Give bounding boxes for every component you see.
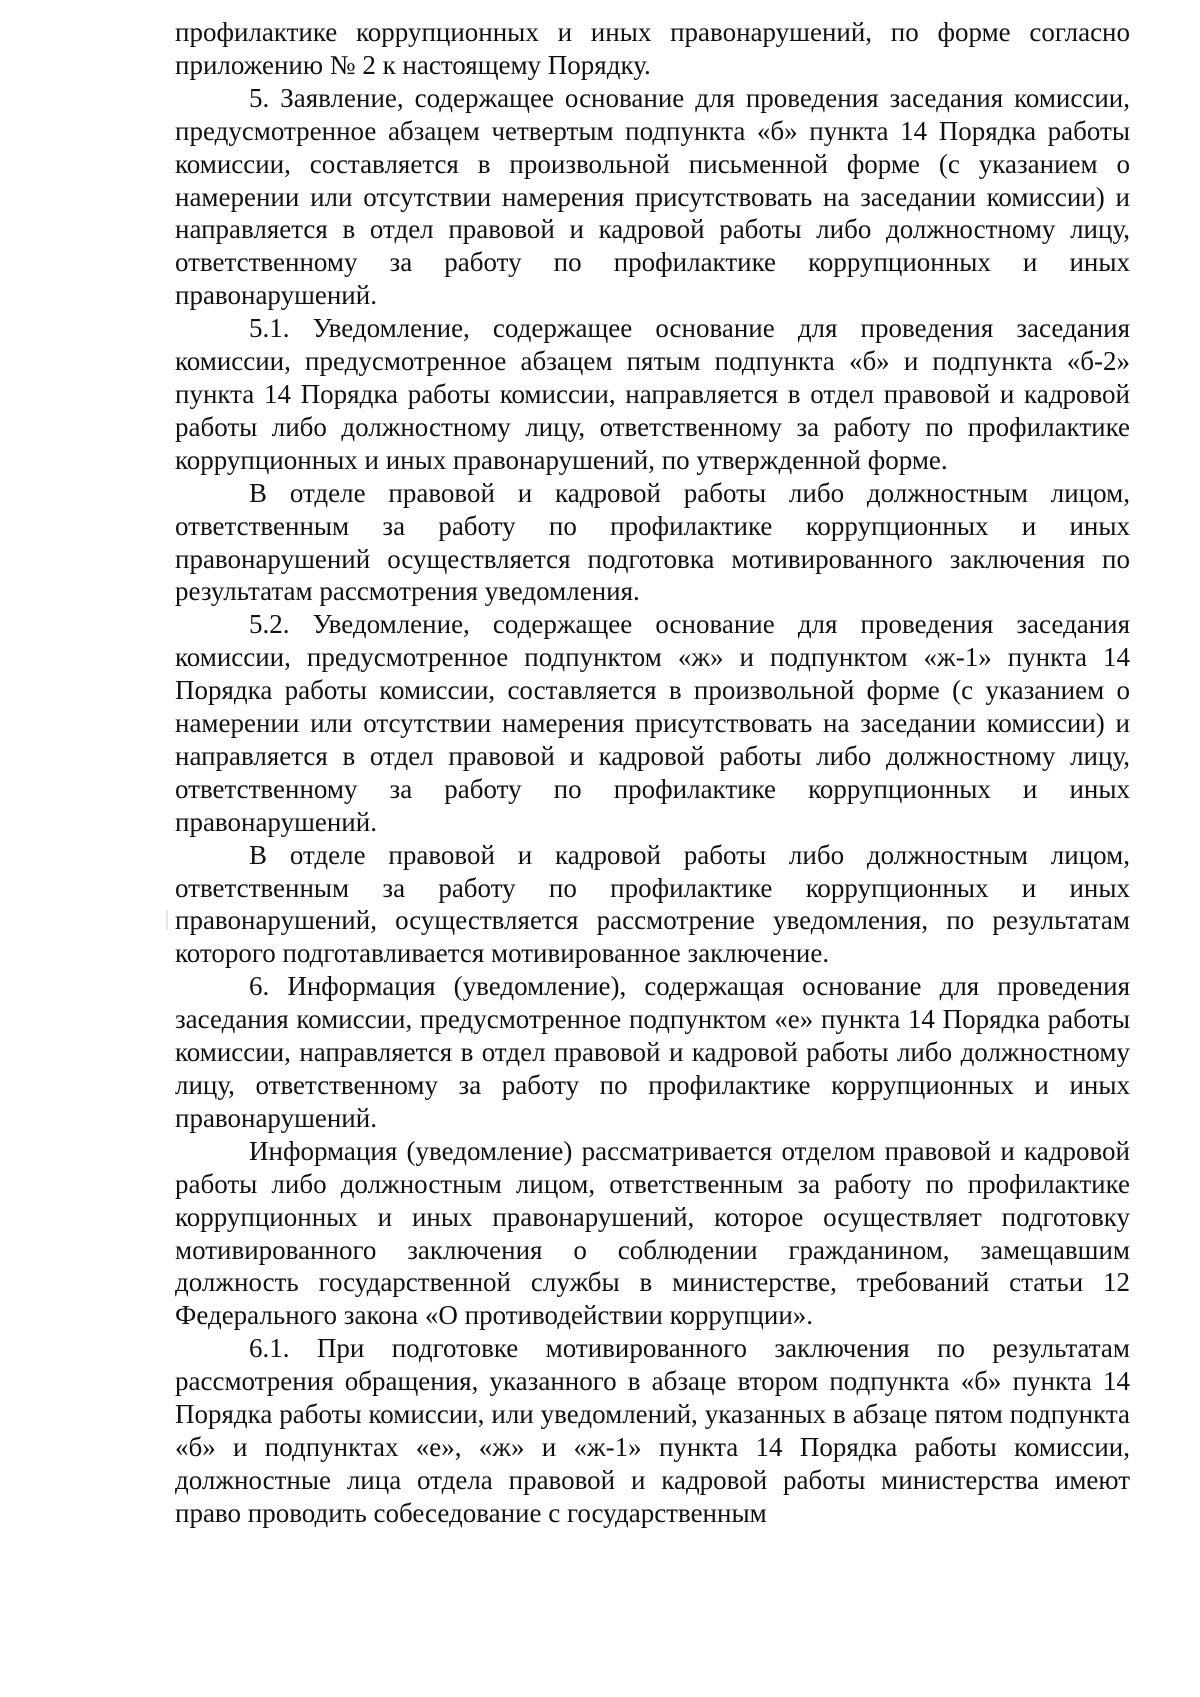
paragraph-5-2: 5.2. Уведомление, содержащее основание для проведения заседания комиссии, предусмотренное подпунктом «ж» и подпунктом «ж-1» пункта 14 Порядка работы комиссии, составляется в произвольной форме (с указанием о намерении или отсутствии намерения присутствовать на заседании комиссии) и направляется в отдел правовой и кадровой работы либо должностному лицу, ответственному за работу по профилактике коррупционных и иных правонарушений.: [175, 609, 1130, 837]
paragraph-6: 6. Информация (уведомление), содержащая основание для проведения заседания комиссии, предусмотренное подпунктом «е» пункта 14 Порядка работы комиссии, направляется в отдел правовой и кадровой работы либо должностному лицу, ответственному за работу по профилактике коррупционных и иных правонарушений.: [175, 971, 1130, 1133]
paragraph-5-1: 5.1. Уведомление, содержащее основание для проведения заседания комиссии, предусмотренное абзацем пятым подпункта «б» и подпункта «б-2» пункта 14 Порядка работы комиссии, направляется в отдел правовой и кадровой работы либо должностному лицу, ответственному за работу по профилактике коррупционных и иных правонарушений, по утвержденной форме.: [175, 313, 1130, 475]
paragraph-5-1-conclusion: В отделе правовой и кадровой работы либо должностным лицом, ответственным за работу по профилактике коррупционных и иных правонарушений осуществляется подготовка мотивированного заключения по результатам рассмотрения уведомления.: [175, 477, 1130, 607]
paragraph-6-1: 6.1. При подготовке мотивированного заключения по результатам рассмотрения обращения, указанного в абзаце втором подпункта «б» пункта 14 Порядка работы комиссии, или уведомлений, указанных в абзаце пятом подпункта «б» и подпунктах «е», «ж» и «ж-1» пункта 14 Порядка работы комиссии, должностные лица отдела правовой и кадровой работы министерства имеют право проводить собеседование с государственным: [175, 1333, 1130, 1528]
document-body: [175, 16, 1130, 1530]
paragraph-6-review: Информация (уведомление) рассматривается отделом правовой и кадровой работы либо должностным лицом, ответственным за работу по профилактике коррупционных и иных правонарушений, которое осуществляет подготовку мотивированного заключения о соблюдении гражданином, замещавшим должность государственной службы в министерстве, требований статьи 12 Федерального закона «О противодействии коррупции».: [175, 1135, 1130, 1331]
paragraph-5-2-conclusion: В отделе правовой и кадровой работы либо должностным лицом, ответственным за работу по профилактике коррупционных и иных правонарушений, осуществляется рассмотрение уведомления, по результатам которого подготавливается мотивированное заключение.: [175, 839, 1130, 969]
paragraph-5: 5. Заявление, содержащее основание для проведения заседания комиссии, предусмотренное абзацем четвертым подпункта «б» пункта 14 Порядка работы комиссии, составляется в произвольной письменной форме (с указанием о намерении или отсутствии намерения присутствовать на заседании комиссии) и направляется в отдел правовой и кадровой работы либо должностному лицу, ответственному за работу по профилактике коррупционных и иных правонарушений.: [175, 82, 1130, 311]
paragraph-continuation: профилактике коррупционных и иных правонарушений, по форме согласно приложению № 2 к настоящему Порядку.: [175, 17, 1130, 80]
scan-artifact: [166, 910, 168, 930]
